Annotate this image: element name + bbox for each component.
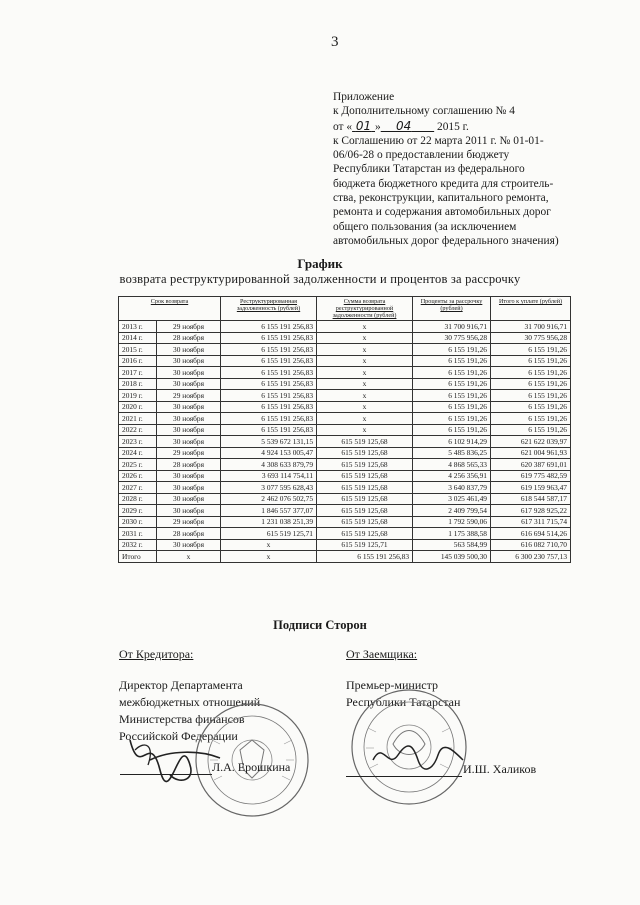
row-restructured-debt: 6 155 191 256,83 — [221, 390, 317, 402]
header-total-due: Итого к уплате (рублей) — [491, 297, 571, 321]
row-restructured-debt: 615 519 125,71 — [221, 528, 317, 540]
row-repayment-amount: x — [317, 321, 413, 333]
appendix-line: общего пользования (за исключением — [333, 220, 517, 233]
borrower-position: Республики Татарстан — [346, 695, 461, 709]
row-repayment-amount: 615 519 125,68 — [317, 436, 413, 448]
row-interest: 6 155 191,26 — [413, 367, 491, 379]
total-cell: 6 300 230 757,13 — [491, 551, 571, 563]
borrower-signature-line — [346, 776, 462, 777]
row-repayment-amount: 615 519 125,68 — [317, 470, 413, 482]
header-restructured-debt: Реструктурированная задолженность (рублей) — [221, 297, 317, 321]
row-year: 2014 г. — [119, 332, 157, 344]
row-restructured-debt: x — [221, 539, 317, 551]
row-year: 2030 г. — [119, 516, 157, 528]
row-date: 30 ноября — [157, 424, 221, 436]
row-interest: 4 256 356,91 — [413, 470, 491, 482]
date-day: 01 — [355, 118, 372, 133]
appendix-line: ства, реконструкции, капитального ремонта, — [333, 192, 549, 205]
row-total-due: 6 155 191,26 — [491, 401, 571, 413]
total-cell: 145 039 500,30 — [413, 551, 491, 563]
appendix-line: Республики Татарстан из федерального — [333, 163, 525, 176]
row-date: 28 ноября — [157, 528, 221, 540]
row-repayment-amount: x — [317, 424, 413, 436]
row-restructured-debt: 6 155 191 256,83 — [221, 401, 317, 413]
row-date: 30 ноября — [157, 344, 221, 356]
row-interest: 3 025 461,49 — [413, 493, 491, 505]
table-row — [119, 401, 571, 413]
row-total-due: 6 155 191,26 — [491, 424, 571, 436]
row-year: 2032 г. — [119, 539, 157, 551]
row-year: 2024 г. — [119, 447, 157, 459]
creditor-position: Директор Департамента — [119, 678, 243, 692]
row-year: 2029 г. — [119, 505, 157, 517]
row-repayment-amount: 615 519 125,68 — [317, 447, 413, 459]
row-restructured-debt: 6 155 191 256,83 — [221, 321, 317, 333]
row-year: 2025 г. — [119, 459, 157, 471]
borrower-position: Премьер-министр — [346, 678, 438, 692]
row-interest: 563 584,99 — [413, 539, 491, 551]
total-label: Итого — [119, 551, 157, 563]
row-repayment-amount: 615 519 125,68 — [317, 482, 413, 494]
table-header-row — [119, 297, 571, 321]
appendix-agreement: к Дополнительному соглашению № 4 — [333, 105, 515, 118]
table-row — [119, 344, 571, 356]
row-date: 30 ноября — [157, 401, 221, 413]
row-total-due: 30 775 956,28 — [491, 332, 571, 344]
row-year: 2016 г. — [119, 355, 157, 367]
row-date: 29 ноября — [157, 447, 221, 459]
row-total-due: 616 082 710,70 — [491, 539, 571, 551]
table-total-row — [119, 551, 571, 563]
table-row — [119, 459, 571, 471]
row-interest: 30 775 956,28 — [413, 332, 491, 344]
row-repayment-amount: 615 519 125,68 — [317, 516, 413, 528]
row-total-due: 616 694 514,26 — [491, 528, 571, 540]
row-repayment-amount: x — [317, 344, 413, 356]
row-repayment-amount: x — [317, 332, 413, 344]
row-date: 28 ноября — [157, 459, 221, 471]
row-interest: 6 155 191,26 — [413, 401, 491, 413]
header-repayment-amount: Сумма возврата реструктурированной задолженности (рублей) — [317, 297, 413, 321]
row-repayment-amount: x — [317, 401, 413, 413]
row-restructured-debt: 4 308 633 879,79 — [221, 459, 317, 471]
row-restructured-debt: 6 155 191 256,83 — [221, 378, 317, 390]
table-row — [119, 505, 571, 517]
row-total-due: 6 155 191,26 — [491, 413, 571, 425]
row-date: 30 ноября — [157, 367, 221, 379]
row-total-due: 617 928 925,22 — [491, 505, 571, 517]
row-year: 2018 г. — [119, 378, 157, 390]
row-interest: 6 155 191,26 — [413, 344, 491, 356]
total-cell: x — [157, 551, 221, 563]
row-total-due: 6 155 191,26 — [491, 367, 571, 379]
row-date: 30 ноября — [157, 355, 221, 367]
row-restructured-debt: 1 231 038 251,39 — [221, 516, 317, 528]
creditor-label: От Кредитора: — [119, 647, 194, 661]
appendix-line: автомобильных дорог федерального значения) — [333, 234, 559, 247]
row-interest: 31 700 916,71 — [413, 321, 491, 333]
borrower-label: От Заемщика: — [346, 647, 418, 661]
row-year: 2028 г. — [119, 493, 157, 505]
row-date: 30 ноября — [157, 482, 221, 494]
row-total-due: 617 311 715,74 — [491, 516, 571, 528]
row-total-due: 6 155 191,26 — [491, 344, 571, 356]
row-year: 2031 г. — [119, 528, 157, 540]
row-year: 2027 г. — [119, 482, 157, 494]
row-year: 2017 г. — [119, 367, 157, 379]
row-interest: 2 409 799,54 — [413, 505, 491, 517]
row-restructured-debt: 6 155 191 256,83 — [221, 424, 317, 436]
row-year: 2022 г. — [119, 424, 157, 436]
table-row — [119, 516, 571, 528]
row-interest: 6 155 191,26 — [413, 355, 491, 367]
appendix-line: бюджета бюджетного кредита для строитель- — [333, 177, 554, 190]
row-interest: 5 485 836,25 — [413, 447, 491, 459]
table-row — [119, 413, 571, 425]
row-restructured-debt: 6 155 191 256,83 — [221, 355, 317, 367]
header-due-date: Срок возврата — [119, 297, 221, 321]
row-restructured-debt: 6 155 191 256,83 — [221, 367, 317, 379]
creditor-position: Министерства финансов — [119, 712, 245, 726]
page-number: 3 — [331, 34, 339, 50]
row-repayment-amount: 615 519 125,68 — [317, 493, 413, 505]
total-cell: 6 155 191 256,83 — [317, 551, 413, 563]
creditor-name: Л.А. Ерошкина — [212, 760, 291, 774]
row-year: 2020 г. — [119, 401, 157, 413]
appendix-header — [333, 90, 573, 248]
appendix-title: Приложение — [333, 91, 395, 103]
table-row — [119, 321, 571, 333]
row-year: 2021 г. — [119, 413, 157, 425]
table-row — [119, 367, 571, 379]
appendix-line: к Соглашению от 22 марта 2011 г. № 01-01- — [333, 134, 544, 147]
row-date: 30 ноября — [157, 378, 221, 390]
row-interest: 3 640 837,79 — [413, 482, 491, 494]
borrower-name: И.Ш. Халиков — [463, 762, 537, 776]
row-repayment-amount: 615 519 125,68 — [317, 505, 413, 517]
row-restructured-debt: 1 846 557 377,07 — [221, 505, 317, 517]
row-restructured-debt: 6 155 191 256,83 — [221, 413, 317, 425]
row-repayment-amount: 615 519 125,68 — [317, 528, 413, 540]
total-cell: x — [221, 551, 317, 563]
row-repayment-amount: x — [317, 378, 413, 390]
row-date: 30 ноября — [157, 493, 221, 505]
row-restructured-debt: 2 462 076 502,75 — [221, 493, 317, 505]
row-date: 30 ноября — [157, 436, 221, 448]
row-interest: 6 155 191,26 — [413, 413, 491, 425]
row-total-due: 620 387 691,01 — [491, 459, 571, 471]
row-interest: 1 175 388,58 — [413, 528, 491, 540]
row-repayment-amount: x — [317, 367, 413, 379]
row-date: 29 ноября — [157, 390, 221, 402]
table-row — [119, 378, 571, 390]
row-date: 30 ноября — [157, 470, 221, 482]
row-restructured-debt: 3 077 595 628,43 — [221, 482, 317, 494]
table-row — [119, 436, 571, 448]
table-row — [119, 355, 571, 367]
appendix-line: ремонта и содержания автомобильных дорог — [333, 206, 551, 219]
date-year: 2015 г. — [437, 120, 469, 133]
creditor-signature — [120, 720, 230, 790]
appendix-line: 06/06-28 о предоставлении бюджету — [333, 149, 510, 162]
table-row — [119, 493, 571, 505]
table-row — [119, 539, 571, 551]
date-open-quote: от « — [333, 120, 353, 133]
row-repayment-amount: x — [317, 390, 413, 402]
row-total-due: 621 004 961,93 — [491, 447, 571, 459]
row-interest: 6 102 914,29 — [413, 436, 491, 448]
row-date: 30 ноября — [157, 539, 221, 551]
row-date: 28 ноября — [157, 332, 221, 344]
table-row — [119, 470, 571, 482]
row-total-due: 619 775 482,59 — [491, 470, 571, 482]
row-restructured-debt: 4 924 153 005,47 — [221, 447, 317, 459]
row-restructured-debt: 5 539 672 131,15 — [221, 436, 317, 448]
row-repayment-amount: 615 519 125,68 — [317, 459, 413, 471]
creditor-position: межбюджетных отношений — [119, 695, 261, 709]
row-total-due: 618 544 587,17 — [491, 493, 571, 505]
table-row — [119, 482, 571, 494]
row-interest: 1 792 590,06 — [413, 516, 491, 528]
table-row — [119, 390, 571, 402]
repayment-schedule-table — [118, 296, 571, 563]
header-interest: Проценты за рассрочку (рублей) — [413, 297, 491, 321]
row-year: 2019 г. — [119, 390, 157, 402]
row-year: 2026 г. — [119, 470, 157, 482]
table-row — [119, 424, 571, 436]
row-interest: 6 155 191,26 — [413, 424, 491, 436]
row-date: 29 ноября — [157, 516, 221, 528]
row-total-due: 6 155 191,26 — [491, 355, 571, 367]
schedule-title: График — [297, 256, 343, 271]
row-interest: 4 868 565,33 — [413, 459, 491, 471]
creditor-signature-line — [120, 774, 212, 775]
row-repayment-amount: x — [317, 355, 413, 367]
row-date: 30 ноября — [157, 505, 221, 517]
row-year: 2023 г. — [119, 436, 157, 448]
row-total-due: 6 155 191,26 — [491, 378, 571, 390]
row-interest: 6 155 191,26 — [413, 390, 491, 402]
row-repayment-amount: x — [317, 413, 413, 425]
creditor-position: Российской Федерации — [119, 729, 238, 743]
row-total-due: 31 700 916,71 — [491, 321, 571, 333]
row-total-due: 621 622 039,97 — [491, 436, 571, 448]
date-close-quote: » — [375, 120, 381, 133]
table-row — [119, 447, 571, 459]
row-total-due: 6 155 191,26 — [491, 390, 571, 402]
appendix-date — [333, 119, 573, 134]
signatures-title: Подписи Сторон — [273, 618, 367, 632]
row-date: 29 ноября — [157, 321, 221, 333]
row-repayment-amount: 615 519 125,71 — [317, 539, 413, 551]
row-restructured-debt: 6 155 191 256,83 — [221, 344, 317, 356]
row-restructured-debt: 6 155 191 256,83 — [221, 332, 317, 344]
borrower-signature — [368, 735, 468, 775]
table-row — [119, 528, 571, 540]
row-year: 2013 г. — [119, 321, 157, 333]
row-year: 2015 г. — [119, 344, 157, 356]
row-restructured-debt: 3 693 114 754,11 — [221, 470, 317, 482]
table-row — [119, 332, 571, 344]
row-date: 30 ноября — [157, 413, 221, 425]
date-month: 04 — [395, 118, 412, 133]
row-total-due: 619 159 963,47 — [491, 482, 571, 494]
row-interest: 6 155 191,26 — [413, 378, 491, 390]
schedule-subtitle: возврата реструктурированной задолженности и процентов за рассрочку — [119, 272, 521, 286]
